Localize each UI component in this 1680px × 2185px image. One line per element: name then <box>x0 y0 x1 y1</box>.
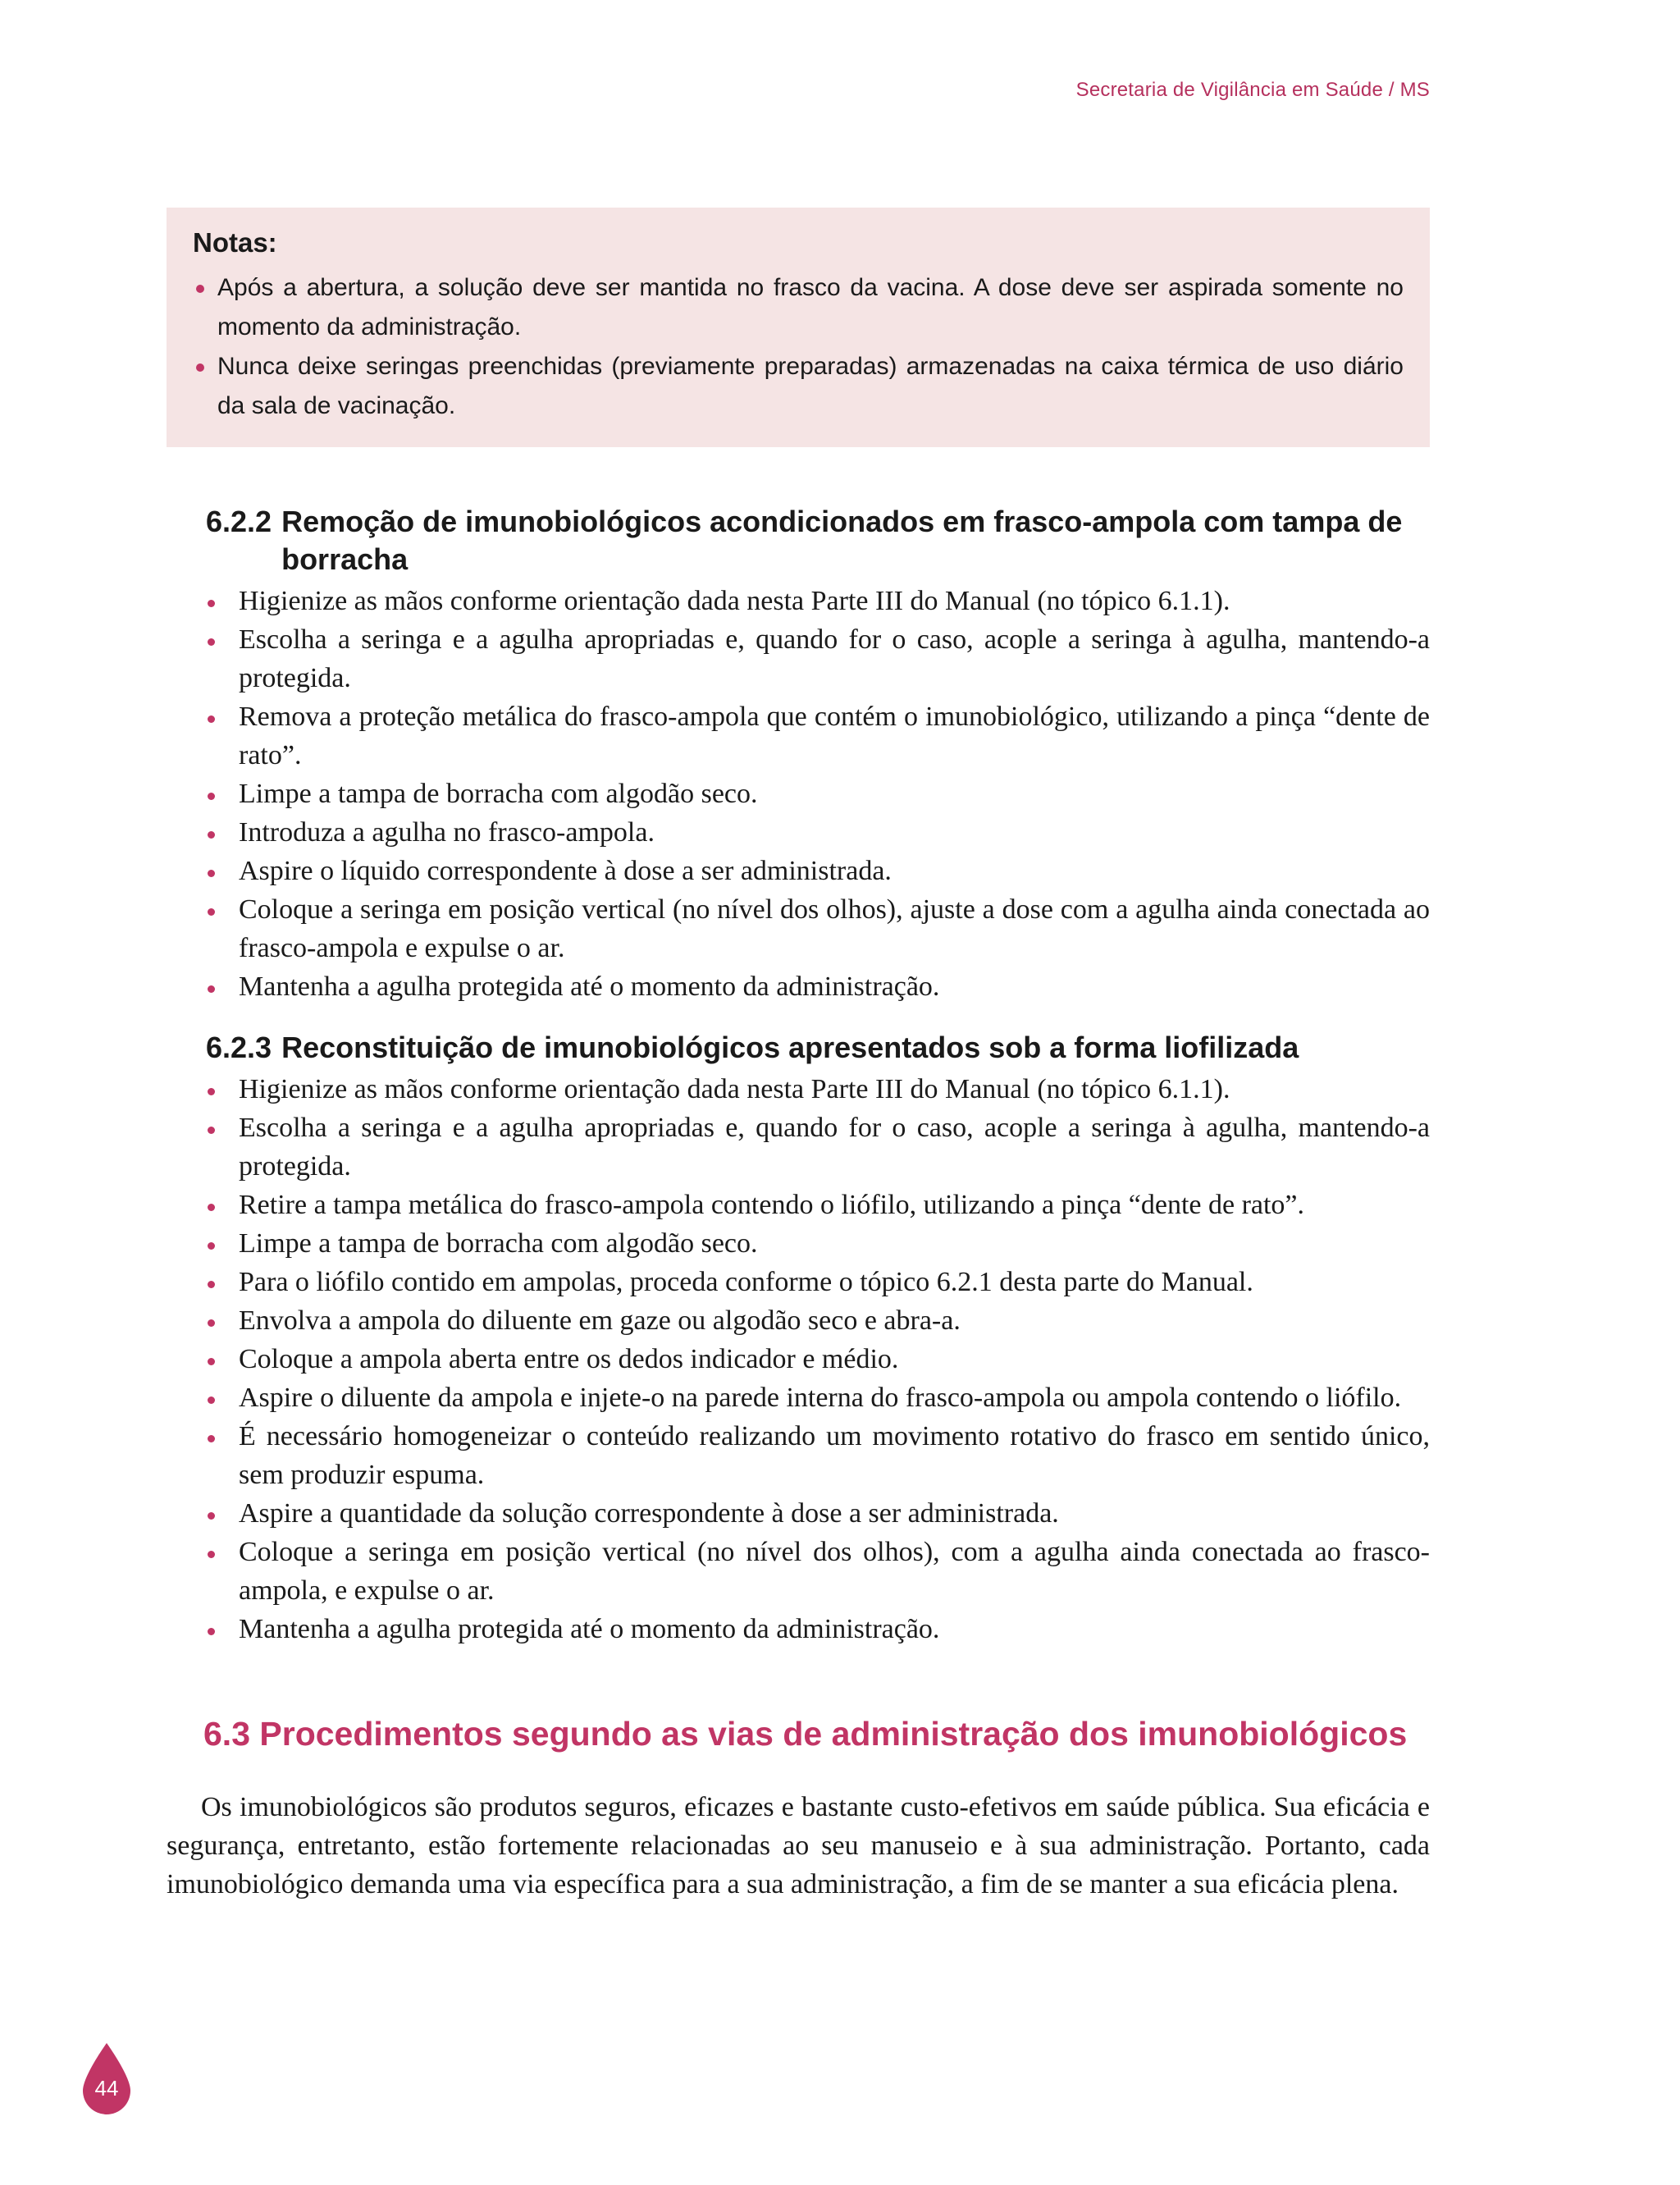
list-item: Envolva a ampola do diluente em gaze ou algodão seco e abra-a. <box>206 1301 1430 1340</box>
body-paragraph: Os imunobiológicos são produtos seguros, eficazes e bastante custo-efetivos em saúde pública. Sua eficácia e segurança, entretanto, estão fortemente relacionadas ao seu manuseio e à sua administração. Portanto, cada imunobiológico demanda uma via específica para a sua administração, a fim de se manter a sua eficácia plena. <box>167 1792 1430 1899</box>
list-6-2-2 <box>167 582 1430 1006</box>
page-number: 44 <box>94 2076 119 2100</box>
list-item: Aspire o líquido correspondente à dose a ser administrada. <box>206 852 1430 890</box>
notes-box <box>167 208 1430 447</box>
page-content <box>167 208 1430 1904</box>
heading-number: 6.2.2 <box>206 505 272 538</box>
heading-text: Reconstituição de imunobiológicos apresentados sob a forma liofilizada <box>281 1031 1299 1064</box>
list-item: Limpe a tampa de borracha com algodão seco. <box>206 1224 1430 1263</box>
list-item: É necessário homogeneizar o conteúdo realizando um movimento rotativo do frasco em sentido único, sem produzir espuma. <box>206 1417 1430 1494</box>
notes-list <box>193 268 1404 426</box>
heading-6-2-2 <box>167 503 1430 578</box>
list-item: Coloque a seringa em posição vertical (no nível dos olhos), com a agulha ainda conectada ao frasco-ampola, e expulse o ar. <box>206 1533 1430 1610</box>
heading-text: Remoção de imunobiológicos acondicionados em frasco-ampola com tampa de borracha <box>281 505 1403 576</box>
list-item: Higienize as mãos conforme orientação dada nesta Parte III do Manual (no tópico 6.1.1). <box>206 582 1430 620</box>
list-item: Retire a tampa metálica do frasco-ampola contendo o liófilo, utilizando a pinça “dente de rato”. <box>206 1186 1430 1224</box>
list-item: Aspire a quantidade da solução correspondente à dose a ser administrada. <box>206 1494 1430 1533</box>
heading-number: 6.2.3 <box>206 1031 272 1064</box>
list-item: Coloque a ampola aberta entre os dedos indicador e médio. <box>206 1340 1430 1378</box>
list-6-2-3 <box>167 1070 1430 1648</box>
running-header: Secretaria de Vigilância em Saúde / MS <box>1075 79 1430 101</box>
list-item: Mantenha a agulha protegida até o momento da administração. <box>206 967 1430 1006</box>
notes-item: Nunca deixe seringas preenchidas (previamente preparadas) armazenadas na caixa térmica de uso diário da sala de vacinação. <box>193 347 1404 426</box>
list-item: Remova a proteção metálica do frasco-ampola que contém o imunobiológico, utilizando a pinça “dente de rato”. <box>206 697 1430 775</box>
notes-title: Notas: <box>193 227 277 258</box>
list-item: Aspire o diluente da ampola e injete-o na parede interna do frasco-ampola ou ampola contendo o liófilo. <box>206 1378 1430 1417</box>
notes-item: Após a abertura, a solução deve ser mantida no frasco da vacina. A dose deve ser aspirada somente no momento da administração. <box>193 268 1404 347</box>
heading-6-2-3 <box>167 1029 1430 1067</box>
list-item: Escolha a seringa e a agulha apropriadas e, quando for o caso, acople a seringa à agulha, mantendo-a protegida. <box>206 1108 1430 1186</box>
list-item: Limpe a tampa de borracha com algodão seco. <box>206 775 1430 813</box>
list-item: Escolha a seringa e a agulha apropriadas e, quando for o caso, acople a seringa à agulha, mantendo-a protegida. <box>206 620 1430 697</box>
list-item: Coloque a seringa em posição vertical (no nível dos olhos), ajuste a dose com a agulha ainda conectada ao frasco-ampola e expulse o ar. <box>206 890 1430 967</box>
list-item: Mantenha a agulha protegida até o momento da administração. <box>206 1610 1430 1648</box>
list-item: Introduza a agulha no frasco-ampola. <box>206 813 1430 852</box>
list-item: Para o liófilo contido em ampolas, proceda conforme o tópico 6.2.1 desta parte do Manual. <box>206 1263 1430 1301</box>
list-item: Higienize as mãos conforme orientação dada nesta Parte III do Manual (no tópico 6.1.1). <box>206 1070 1430 1108</box>
heading-6-3: 6.3 Procedimentos segundo as vias de administração dos imunobiológicos <box>203 1715 1408 1753</box>
